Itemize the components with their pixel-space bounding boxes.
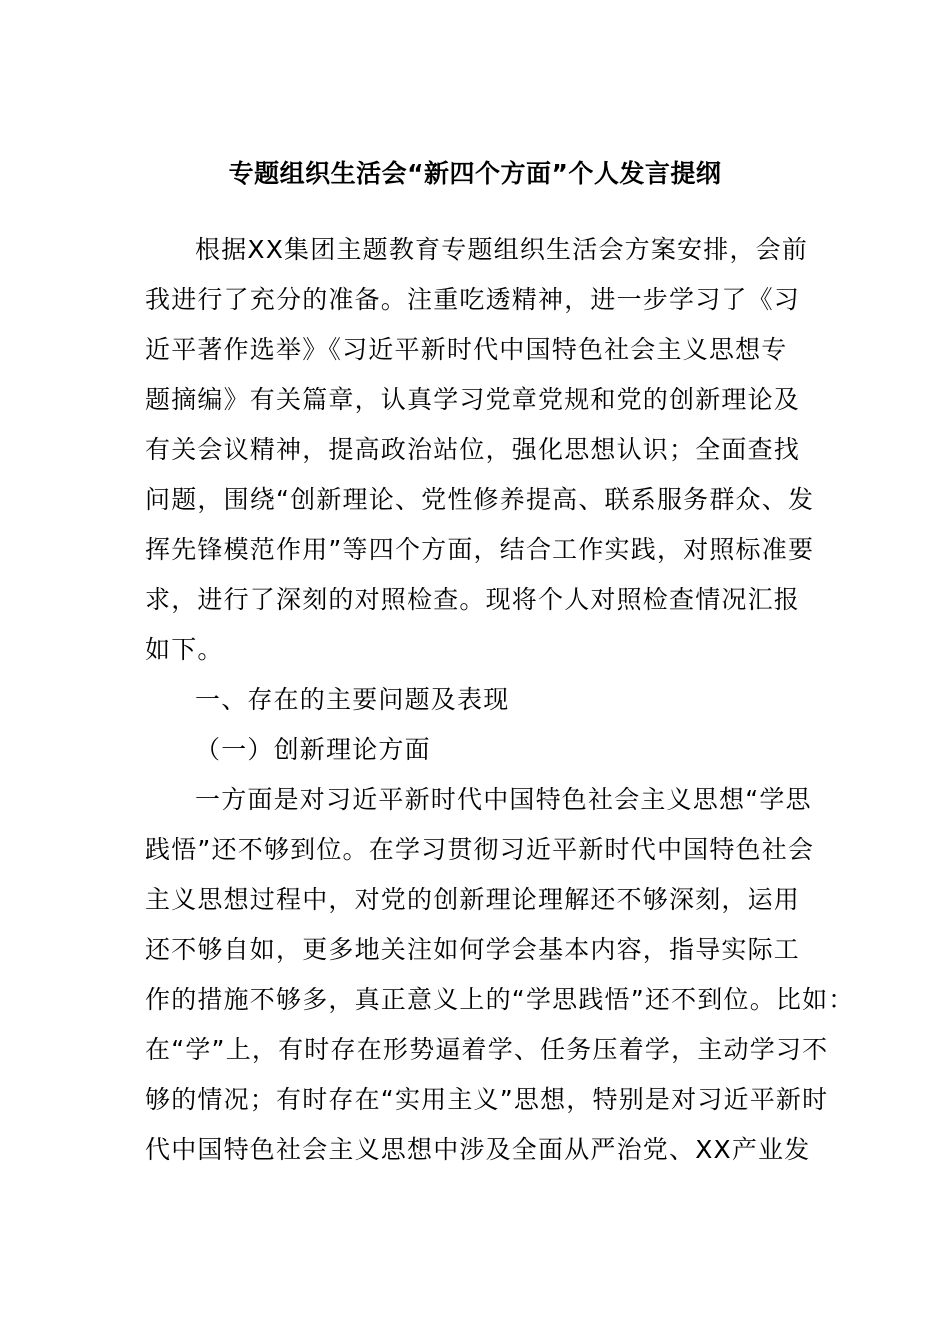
- body-line: 主义思想过程中，对党的创新理论理解还不够深刻，运用: [145, 885, 801, 914]
- body-line: 够的情况；有时存在“实用主义”思想，特别是对习近平新时: [145, 1085, 829, 1114]
- body-line: 如下。: [145, 635, 224, 664]
- body-line: 近平著作选举》《习近平新时代中国特色社会主义思想专: [145, 335, 788, 364]
- body-line: 践悟”还不够到位。在学习贯彻习近平新时代中国特色社会: [145, 835, 815, 864]
- body-line: 一方面是对习近平新时代中国特色社会主义思想“学思: [195, 785, 812, 814]
- body-line: 代中国特色社会主义思想中涉及全面从严治党、XX产业发: [145, 1135, 811, 1164]
- body-line: 求，进行了深刻的对照检查。现将个人对照检查情况汇报: [145, 585, 801, 614]
- body-line: 问题，围绕“创新理论、党性修养提高、联系服务群众、发: [145, 485, 815, 514]
- body-line: 作的措施不够多，真正意义上的“学思践悟”还不到位。比如：: [145, 985, 855, 1014]
- document-title: 专题组织生活会“新四个方面”个人发言提纲: [228, 159, 722, 188]
- body-line: 根据XX集团主题教育专题组织生活会方案安排，会前: [195, 235, 809, 264]
- body-line: 题摘编》有关篇章，认真学习党章党规和党的创新理论及: [145, 385, 801, 414]
- body-line: 挥先锋模范作用”等四个方面，结合工作实践，对照标准要: [145, 535, 815, 564]
- body-line: 有关会议精神，提高政治站位，强化思想认识；全面查找: [145, 435, 801, 464]
- subsection-heading: （一）创新理论方面: [195, 735, 431, 764]
- body-line: 在“学”上，有时存在形势逼着学、任务压着学，主动学习不: [145, 1035, 829, 1064]
- body-line: 还不够自如，更多地关注如何学会基本内容，指导实际工: [145, 935, 801, 964]
- section-heading: 一、存在的主要问题及表现: [195, 685, 510, 714]
- body-line: 我进行了充分的准备。注重吃透精神，进一步学习了《习: [145, 285, 801, 314]
